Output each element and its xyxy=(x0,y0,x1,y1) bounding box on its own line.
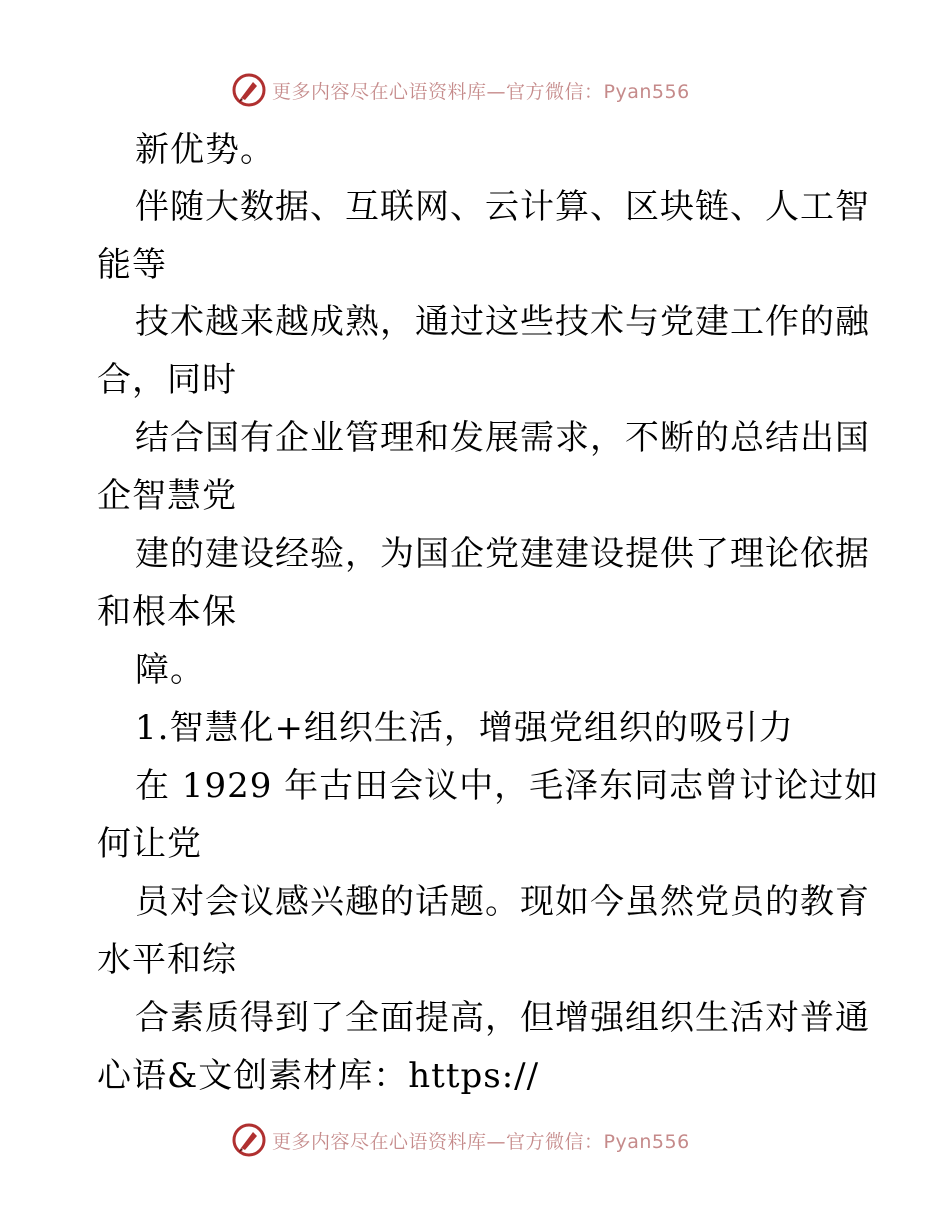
text-line: 在 1929 年古田会议中，毛泽东同志曾讨论过如 xyxy=(135,766,880,806)
text-line: 合素质得到了全面提高，但增强组织生活对普通 xyxy=(135,998,870,1038)
text-line: 障。 xyxy=(135,650,205,690)
footer-watermark xyxy=(232,1122,732,1158)
text-line: 能等 xyxy=(97,245,167,285)
text-line: 建的建设经验，为国企党建建设提供了理论依据 xyxy=(135,534,870,574)
text-line: 企智慧党 xyxy=(97,476,237,516)
text-line: 水平和综 xyxy=(97,940,237,980)
text-line: 合，同时 xyxy=(97,360,237,400)
pen-logo-icon xyxy=(232,1123,266,1157)
pen-logo-icon xyxy=(232,73,266,107)
text-line: 新优势。 xyxy=(135,130,275,170)
header-watermark-text: 更多内容尽在心语资料库—官方微信：Pyan556 xyxy=(272,80,690,103)
text-line: 和根本保 xyxy=(97,592,237,632)
footer-watermark-text: 更多内容尽在心语资料库—官方微信：Pyan556 xyxy=(272,1130,690,1153)
text-line: 伴随大数据、互联网、云计算、区块链、人工智 xyxy=(135,187,870,227)
text-line: 技术越来越成熟，通过这些技术与党建工作的融 xyxy=(135,302,870,342)
section-heading: 1.智慧化+组织生活，增强党组织的吸引力 xyxy=(135,708,794,748)
text-line: 结合国有企业管理和发展需求，不断的总结出国 xyxy=(135,418,870,458)
header-watermark xyxy=(232,72,732,108)
text-line: 员对会议感兴趣的话题。现如今虽然党员的教育 xyxy=(135,882,870,922)
text-line: 何让党 xyxy=(97,824,202,864)
source-line: 心语&文创素材库：https:// xyxy=(97,1056,540,1096)
